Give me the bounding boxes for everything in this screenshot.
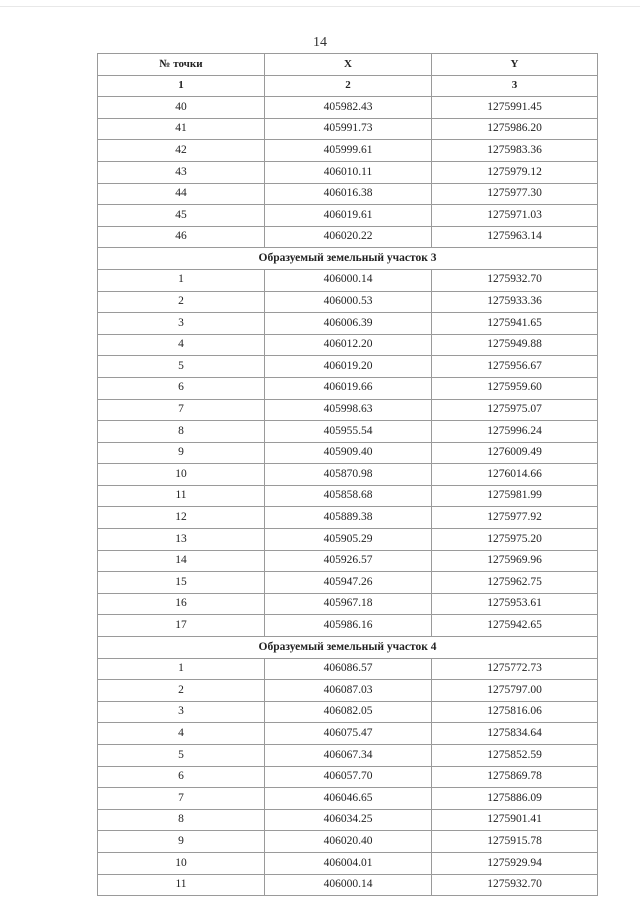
y-coordinate-cell: 1275962.75 (432, 572, 598, 594)
y-coordinate-cell: 1275991.45 (432, 97, 598, 119)
table-row (98, 464, 598, 486)
point-number-cell: 13 (98, 529, 265, 551)
table-row (98, 529, 598, 551)
x-coordinate-cell: 405999.61 (265, 140, 432, 162)
x-coordinate-cell: 405947.26 (265, 572, 432, 594)
x-coordinate-cell: 405909.40 (265, 442, 432, 464)
table-row (98, 97, 598, 119)
y-coordinate-cell: 1276014.66 (432, 464, 598, 486)
y-coordinate-cell: 1275886.09 (432, 788, 598, 810)
point-number-cell: 5 (98, 356, 265, 378)
y-coordinate-cell: 1275956.67 (432, 356, 598, 378)
x-coordinate-cell: 406082.05 (265, 701, 432, 723)
x-coordinate-cell: 406075.47 (265, 723, 432, 745)
table-row (98, 118, 598, 140)
y-coordinate-cell: 1275971.03 (432, 205, 598, 227)
point-number-cell: 3 (98, 701, 265, 723)
point-number-cell: 1 (98, 658, 265, 680)
point-number-cell: 2 (98, 680, 265, 702)
point-number-cell: 46 (98, 226, 265, 248)
x-coordinate-cell: 405967.18 (265, 593, 432, 615)
point-number-cell: 17 (98, 615, 265, 637)
x-coordinate-cell: 406020.40 (265, 831, 432, 853)
table-row (98, 809, 598, 831)
point-number-cell: 42 (98, 140, 265, 162)
table-row (98, 852, 598, 874)
x-coordinate-cell: 405858.68 (265, 485, 432, 507)
table-row (98, 680, 598, 702)
x-coordinate-cell: 406000.53 (265, 291, 432, 313)
table-row (98, 745, 598, 767)
table-row (98, 593, 598, 615)
table-row (98, 658, 598, 680)
section-title: Образуемый земельный участок 4 (98, 637, 598, 659)
table-row (98, 140, 598, 162)
x-coordinate-cell: 406016.38 (265, 183, 432, 205)
x-coordinate-cell: 406020.22 (265, 226, 432, 248)
point-number-cell: 3 (98, 313, 265, 335)
table-row (98, 205, 598, 227)
x-coordinate-cell: 406067.34 (265, 745, 432, 767)
x-coordinate-cell: 405986.16 (265, 615, 432, 637)
x-coordinate-cell: 406012.20 (265, 334, 432, 356)
y-coordinate-cell: 1275977.30 (432, 183, 598, 205)
x-coordinate-cell: 405998.63 (265, 399, 432, 421)
y-coordinate-cell: 1275975.20 (432, 529, 598, 551)
point-number-cell: 41 (98, 118, 265, 140)
x-coordinate-cell: 406004.01 (265, 852, 432, 874)
y-coordinate-cell: 1275901.41 (432, 809, 598, 831)
point-number-cell: 6 (98, 766, 265, 788)
table-row (98, 788, 598, 810)
table-row (98, 550, 598, 572)
y-coordinate-cell: 1275949.88 (432, 334, 598, 356)
x-coordinate-cell: 406019.20 (265, 356, 432, 378)
table-row (98, 356, 598, 378)
y-coordinate-cell: 1275772.73 (432, 658, 598, 680)
table-row (98, 269, 598, 291)
table-row (98, 831, 598, 853)
y-coordinate-cell: 1275932.70 (432, 874, 598, 896)
column-number-1: 1 (98, 75, 265, 97)
y-coordinate-cell: 1275942.65 (432, 615, 598, 637)
scan-edge-line (0, 6, 640, 7)
x-coordinate-cell: 406034.25 (265, 809, 432, 831)
x-coordinate-cell: 405905.29 (265, 529, 432, 551)
point-number-cell: 8 (98, 421, 265, 443)
table-row (98, 723, 598, 745)
table-row (98, 507, 598, 529)
x-coordinate-cell: 406087.03 (265, 680, 432, 702)
point-number-cell: 12 (98, 507, 265, 529)
point-number-cell: 14 (98, 550, 265, 572)
column-number-2: 2 (265, 75, 432, 97)
table-row (98, 485, 598, 507)
x-coordinate-cell: 406006.39 (265, 313, 432, 335)
point-number-cell: 5 (98, 745, 265, 767)
table-row (98, 701, 598, 723)
y-coordinate-cell: 1275983.36 (432, 140, 598, 162)
point-number-cell: 4 (98, 334, 265, 356)
y-coordinate-cell: 1275852.59 (432, 745, 598, 767)
x-coordinate-cell: 406019.66 (265, 377, 432, 399)
y-coordinate-cell: 1275915.78 (432, 831, 598, 853)
y-coordinate-cell: 1275834.64 (432, 723, 598, 745)
point-number-cell: 6 (98, 377, 265, 399)
y-coordinate-cell: 1275996.24 (432, 421, 598, 443)
coordinates-table-body (98, 54, 598, 896)
table-row (98, 226, 598, 248)
x-coordinate-cell: 406010.11 (265, 161, 432, 183)
header-point-number: № точки (98, 54, 265, 76)
x-coordinate-cell: 405982.43 (265, 97, 432, 119)
point-number-cell: 11 (98, 485, 265, 507)
y-coordinate-cell: 1275941.65 (432, 313, 598, 335)
point-number-cell: 1 (98, 269, 265, 291)
x-coordinate-cell: 405926.57 (265, 550, 432, 572)
y-coordinate-cell: 1275986.20 (432, 118, 598, 140)
x-coordinate-cell: 406000.14 (265, 874, 432, 896)
table-row (98, 572, 598, 594)
x-coordinate-cell: 405870.98 (265, 464, 432, 486)
table-row (98, 377, 598, 399)
x-coordinate-cell: 406000.14 (265, 269, 432, 291)
x-coordinate-cell: 405955.54 (265, 421, 432, 443)
point-number-cell: 43 (98, 161, 265, 183)
point-number-cell: 9 (98, 442, 265, 464)
point-number-cell: 2 (98, 291, 265, 313)
point-number-cell: 7 (98, 399, 265, 421)
y-coordinate-cell: 1275932.70 (432, 269, 598, 291)
table-row (98, 183, 598, 205)
table-row (98, 766, 598, 788)
point-number-cell: 10 (98, 464, 265, 486)
table-row (98, 291, 598, 313)
point-number-cell: 15 (98, 572, 265, 594)
point-number-cell: 45 (98, 205, 265, 227)
x-coordinate-cell: 406057.70 (265, 766, 432, 788)
y-coordinate-cell: 1275929.94 (432, 852, 598, 874)
coordinates-table (97, 53, 598, 896)
table-row (98, 313, 598, 335)
y-coordinate-cell: 1275969.96 (432, 550, 598, 572)
y-coordinate-cell: 1275953.61 (432, 593, 598, 615)
x-coordinate-cell: 406019.61 (265, 205, 432, 227)
x-coordinate-cell: 406046.65 (265, 788, 432, 810)
y-coordinate-cell: 1275959.60 (432, 377, 598, 399)
x-coordinate-cell: 405889.38 (265, 507, 432, 529)
section-title-row (98, 248, 598, 270)
y-coordinate-cell: 1275816.06 (432, 701, 598, 723)
point-number-cell: 8 (98, 809, 265, 831)
point-number-cell: 16 (98, 593, 265, 615)
y-coordinate-cell: 1275869.78 (432, 766, 598, 788)
point-number-cell: 44 (98, 183, 265, 205)
page-number: 14 (313, 35, 327, 50)
y-coordinate-cell: 1275963.14 (432, 226, 598, 248)
y-coordinate-cell: 1275797.00 (432, 680, 598, 702)
header-y: Y (432, 54, 598, 76)
table-row (98, 161, 598, 183)
point-number-cell: 7 (98, 788, 265, 810)
point-number-cell: 40 (98, 97, 265, 119)
x-coordinate-cell: 405991.73 (265, 118, 432, 140)
point-number-cell: 10 (98, 852, 265, 874)
y-coordinate-cell: 1275981.99 (432, 485, 598, 507)
table-row (98, 399, 598, 421)
x-coordinate-cell: 406086.57 (265, 658, 432, 680)
section-title: Образуемый земельный участок 3 (98, 248, 598, 270)
table-row (98, 334, 598, 356)
y-coordinate-cell: 1275975.07 (432, 399, 598, 421)
table-row (98, 874, 598, 896)
table-header-row (98, 54, 598, 76)
table-row (98, 442, 598, 464)
y-coordinate-cell: 1275979.12 (432, 161, 598, 183)
column-number-3: 3 (432, 75, 598, 97)
y-coordinate-cell: 1275933.36 (432, 291, 598, 313)
point-number-cell: 4 (98, 723, 265, 745)
table-row (98, 421, 598, 443)
y-coordinate-cell: 1276009.49 (432, 442, 598, 464)
table-row (98, 615, 598, 637)
point-number-cell: 11 (98, 874, 265, 896)
y-coordinate-cell: 1275977.92 (432, 507, 598, 529)
section-title-row (98, 637, 598, 659)
header-x: X (265, 54, 432, 76)
table-column-number-row (98, 75, 598, 97)
point-number-cell: 9 (98, 831, 265, 853)
